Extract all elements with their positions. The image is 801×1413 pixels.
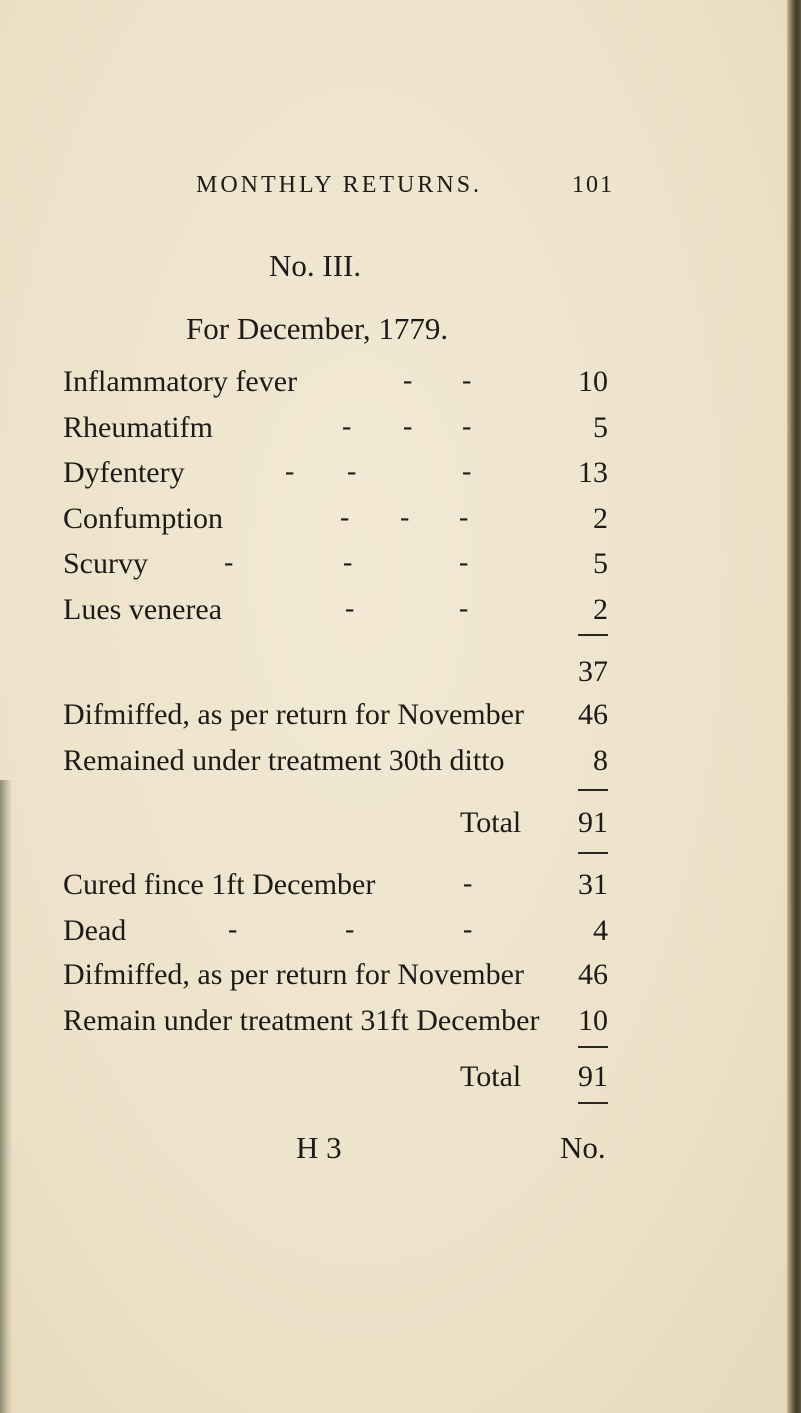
entry-label: Difmiffed, as per return for November: [63, 958, 524, 991]
leader-dash: -: [403, 365, 413, 396]
catchword: No.: [560, 1130, 606, 1165]
page-left-edge: [0, 780, 12, 1413]
entry-count: 46: [578, 698, 608, 731]
leader-dash: -: [224, 547, 234, 578]
leader-dash: -: [463, 914, 473, 945]
entry-count: 8: [593, 744, 608, 777]
sum-rule: [578, 852, 608, 854]
leader-dash: -: [345, 593, 355, 624]
leader-dash: -: [459, 547, 469, 578]
sum-rule: [578, 1046, 608, 1048]
total-label: Total: [460, 1060, 522, 1093]
entry-label: Remain under treatment 31ft December: [63, 1004, 540, 1037]
leader-dash: -: [347, 456, 357, 487]
disease-label: Confumption: [63, 502, 224, 535]
entry-count: 10: [578, 1004, 608, 1037]
disease-count: 5: [593, 411, 608, 444]
leader-dash: -: [285, 456, 295, 487]
entry-label: Remained under treatment 30th ditto: [63, 744, 505, 777]
leader-dash: -: [459, 502, 469, 533]
disease-count: 5: [593, 547, 608, 580]
sum-rule: [578, 1102, 608, 1104]
total-value: 91: [578, 1060, 608, 1093]
total-value: 91: [578, 806, 608, 839]
leader-dash: -: [459, 593, 469, 624]
disease-label: Dyfentery: [63, 456, 185, 489]
leader-dash: -: [462, 456, 472, 487]
leader-dash: -: [343, 547, 353, 578]
total-label: Total: [460, 806, 522, 839]
entry-label: Difmiffed, as per return for November: [63, 698, 524, 731]
disease-label: Scurvy: [63, 547, 148, 580]
page-number: 101: [572, 172, 614, 198]
entry-label: Cured fince 1ft December: [63, 868, 376, 901]
disease-count: 2: [593, 502, 608, 535]
signature-mark: H 3: [296, 1130, 342, 1165]
disease-label: Rheumatifm: [63, 411, 213, 444]
disease-count: 2: [593, 593, 608, 626]
sum-rule: [578, 789, 608, 791]
leader-dash: -: [463, 868, 473, 899]
entry-count: 4: [593, 914, 608, 947]
entry-label: Dead: [63, 914, 127, 947]
leader-dash: -: [462, 365, 472, 396]
leader-dash: -: [342, 411, 352, 442]
disease-count: 13: [578, 456, 608, 489]
page-header: [0, 172, 801, 212]
disease-count: 10: [578, 365, 608, 398]
disease-label: Lues venerea: [63, 593, 223, 626]
leader-dash: -: [403, 411, 413, 442]
section-title: No. III.: [269, 248, 362, 283]
leader-dash: -: [228, 914, 238, 945]
leader-dash: -: [340, 502, 350, 533]
leader-dash: -: [462, 411, 472, 442]
leader-dash: -: [400, 502, 410, 533]
disease-sum: 37: [578, 655, 608, 688]
sum-rule: [578, 634, 608, 636]
leader-dash: -: [345, 914, 355, 945]
running-head: MONTHLY RETURNS.: [196, 172, 483, 198]
disease-label: Inflammatory fever: [63, 365, 298, 398]
section-subtitle: For December, 1779.: [186, 311, 449, 346]
entry-count: 46: [578, 958, 608, 991]
entry-count: 31: [578, 868, 608, 901]
